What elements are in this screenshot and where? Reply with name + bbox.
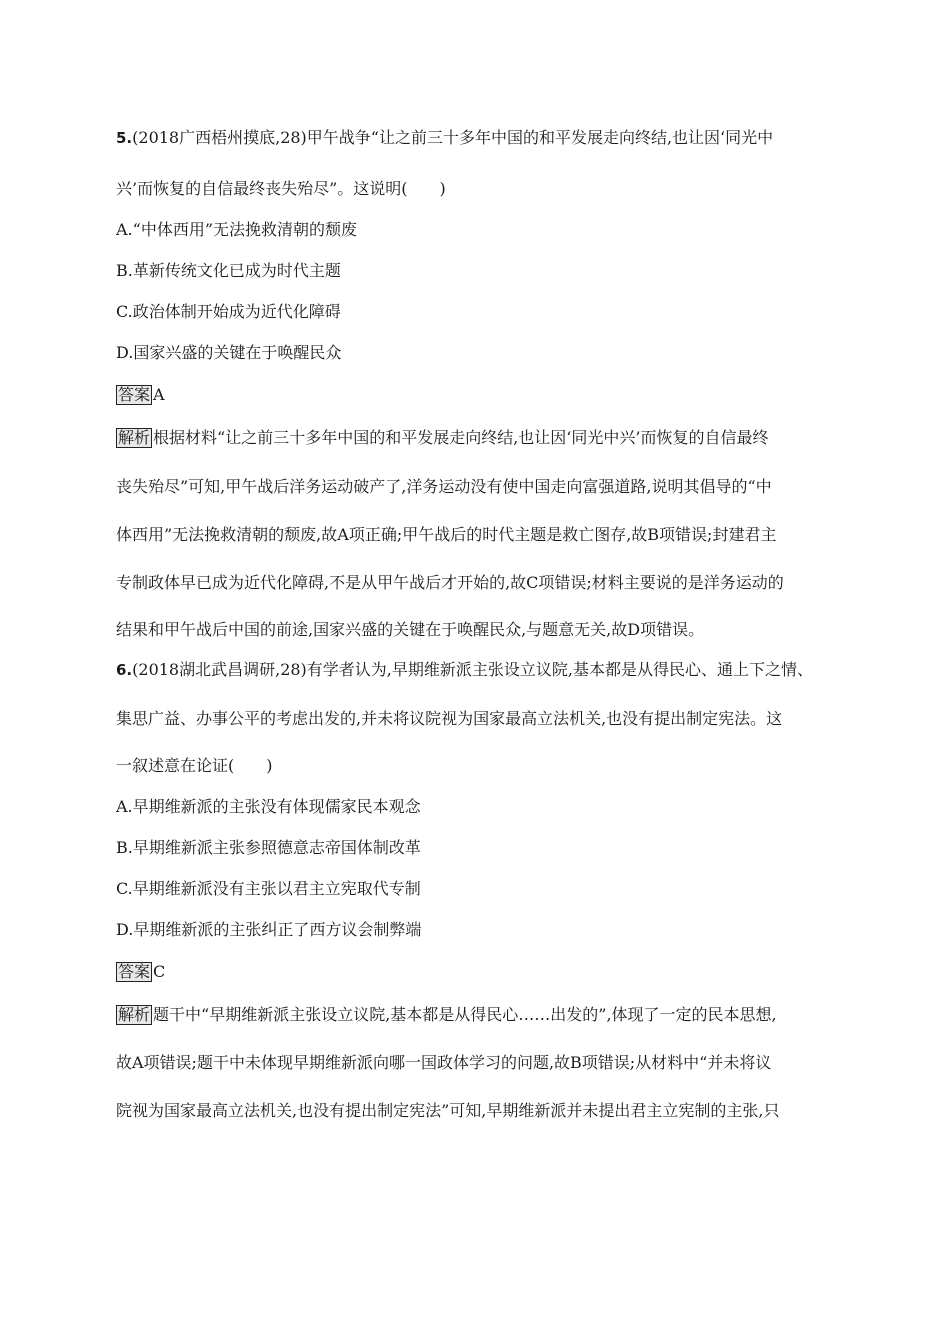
q5-analysis-text-1: 根据材料“让之前三十多年中国的和平发展走向终结,也让因‘同光中兴’而恢复的自信最终 — [153, 428, 769, 447]
q6-analysis-line-3: 院视为国家最高立法机关,也没有提出制定宪法”可知,早期维新派并未提出君主立宪制的主张,只 — [116, 1101, 780, 1120]
q5-analysis-line-1 — [116, 428, 768, 448]
q6-stem-line-2: 集思广益、办事公平的考虑出发的,并未将议院视为国家最高立法机关,也没有提出制定宪法。这 — [116, 709, 783, 728]
q5-analysis-line-3: 体西用”无法挽救清朝的颓废,故A项正确;甲午战后的时代主题是救亡图存,故B项错误;封建君主 — [116, 525, 777, 544]
q6-answer-value: C — [153, 962, 166, 981]
q6-stem-text-1: (2018湖北武昌调研,28)有学者认为,早期维新派主张设立议院,基本都是从得民心、通上下之情、 — [132, 660, 813, 679]
q5-answer — [116, 385, 165, 405]
q6-analysis-line-1 — [116, 1005, 777, 1025]
q5-answer-value: A — [153, 385, 165, 404]
q5-option-d: D.国家兴盛的关键在于唤醒民众 — [116, 343, 342, 362]
q6-stem-line-1 — [116, 660, 813, 680]
q5-answer-label: 答案 — [118, 385, 151, 404]
q5-analysis-line-5: 结果和甲午战后中国的前途,国家兴盛的关键在于唤醒民众,与题意无关,故D项错误。 — [116, 620, 705, 639]
q5-stem-line-2: 兴’而恢复的自信最终丧失殆尽”。这说明( ) — [116, 179, 446, 198]
q6-option-b: B.早期维新派主张参照德意志帝国体制改革 — [116, 838, 421, 857]
q6-analysis-label: 解析 — [118, 1005, 151, 1024]
q5-analysis-label: 解析 — [118, 428, 151, 447]
q6-number: 6. — [116, 661, 133, 679]
q5-number: 5. — [116, 129, 133, 147]
q6-stem-line-3: 一叙述意在论证( ) — [116, 756, 273, 775]
q5-stem-text-1: (2018广西梧州摸底,28)甲午战争“让之前三十多年中国的和平发展走向终结,也让因‘同光中 — [132, 128, 774, 147]
q5-stem-line-1 — [116, 128, 773, 148]
q6-answer — [116, 962, 165, 982]
q5-option-b: B.革新传统文化已成为时代主题 — [116, 261, 341, 280]
q5-option-c: C.政治体制开始成为近代化障碍 — [116, 302, 341, 321]
q6-option-a: A.早期维新派的主张没有体现儒家民本观念 — [116, 797, 421, 816]
q6-answer-label: 答案 — [118, 962, 151, 981]
q6-option-c: C.早期维新派没有主张以君主立宪取代专制 — [116, 879, 421, 898]
q6-analysis-text-1: 题干中“早期维新派主张设立议院,基本都是从得民心……出发的”,体现了一定的民本思想, — [153, 1005, 777, 1024]
q5-option-a: A.“中体西用”无法挽救清朝的颓废 — [116, 220, 358, 239]
q5-analysis-line-2: 丧失殆尽”可知,甲午战后洋务运动破产了,洋务运动没有使中国走向富强道路,说明其倡导的“中 — [116, 477, 772, 496]
q6-option-d: D.早期维新派的主张纠正了西方议会制弊端 — [116, 920, 422, 939]
q5-analysis-line-4: 专制政体早已成为近代化障碍,不是从甲午战后才开始的,故C项错误;材料主要说的是洋务运动的 — [116, 573, 784, 592]
q6-analysis-line-2: 故A项错误;题干中未体现早期维新派向哪一国政体学习的问题,故B项错误;从材料中“并未将议 — [116, 1053, 772, 1072]
